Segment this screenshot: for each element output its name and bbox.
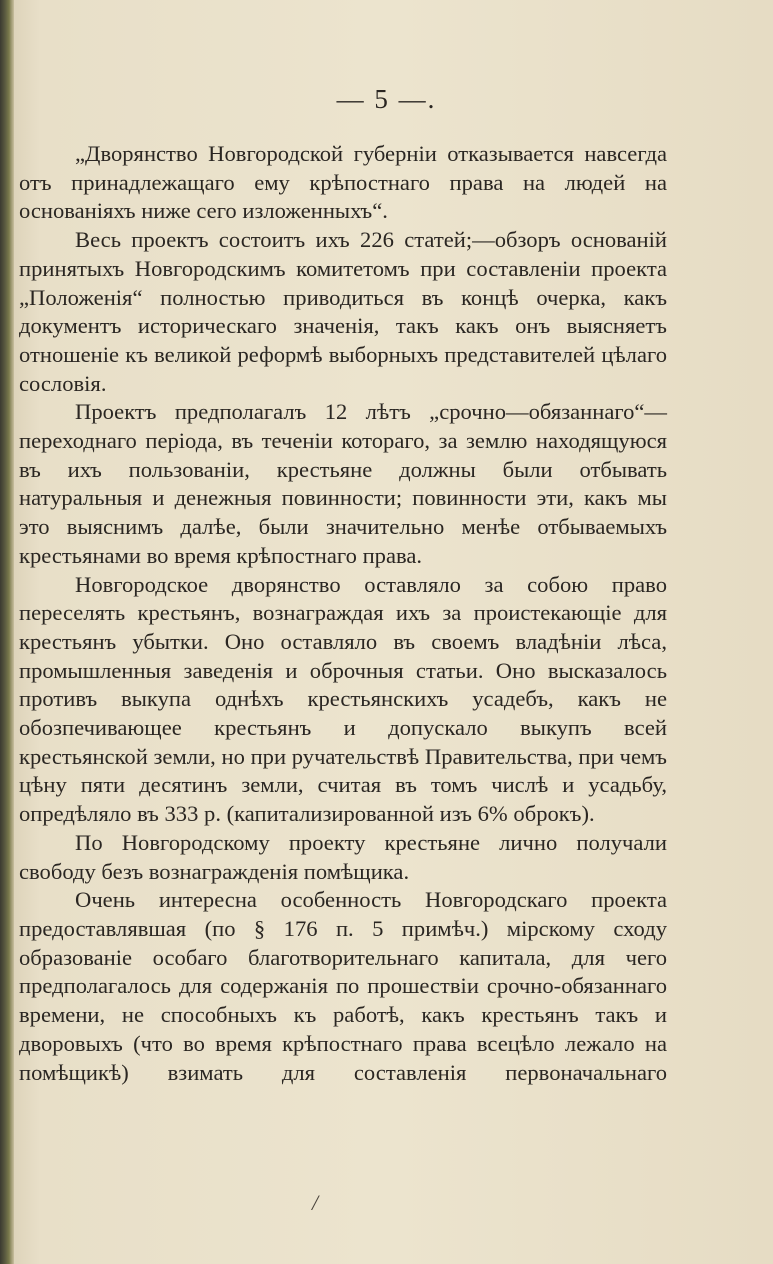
paragraph-1: „Дворянство Новгородской губерніи отказывается навсегда отъ принадлежащаго ему крѣпостнаго права на людей на основаніяхъ ниже сего изложенныхъ“. — [19, 141, 667, 224]
paragraph-6: Очень интересна особенность Новгородскаго проекта предоставлявшая (по § 176 п. 5 примѣч.) мірскому сходу образованіе особаго благотворительнаго капитала, для чего предполагалось для содержанія по прошествіи срочно-обязаннаго времени, не способныхъ къ работѣ, какъ крестьянъ такъ и дворовыхъ (что во время крѣпостнаго права всецѣло лежало на помѣщикѣ) взимать для составленія первоначальнаго — [19, 887, 667, 1085]
body-text — [19, 140, 667, 1087]
paragraph-5: По Новгородскому проекту крестьяне лично получали свободу безъ вознагражденія помѣщика. — [19, 829, 667, 884]
paragraph-2: Весь проектъ состоитъ ихъ 226 статей;—обзоръ основаній принятыхъ Новгородскимъ комитетомъ при составленіи проекта „Положенія“ полностью приводиться въ концѣ очерка, какъ документъ историческаго значенія, такъ какъ онъ выясняетъ отношеніе къ великой реформѣ выборныхъ представителей цѣлаго сословія. — [19, 227, 667, 396]
footer-mark: / — [312, 1190, 319, 1215]
page-number: — 5 —. — [336, 84, 437, 114]
paragraph-4: Новгородское дворянство оставляло за собою право переселять крестьянъ, вознаграждая ихъ за проистекающіе для крестьянъ убытки. Оно оставляло въ своемъ владѣніи лѣса, промышленныя заведенія и оброчныя статьи. Оно высказалось противъ выкупа однѣхъ крестьянскихъ усадебъ, какъ не обозпечивающее крестьянъ и допускало выкупъ всей крестьянской земли, но при ручательствѣ Правительства, при чемъ цѣну пяти десятинъ земли, считая въ томъ числѣ и усадьбу, опредѣляло въ 333 р. (капитализированной изъ 6% оброкъ). — [19, 571, 667, 827]
book-binding-edge — [0, 0, 14, 1264]
paragraph-3: Проектъ предполагалъ 12 лѣтъ „срочно—обязаннаго“—переходнаго періода, въ теченіи котораго, за землю находящуюся въ ихъ пользованіи, крестьяне должны были отбывать натуральныя и денежныя повинности; повинности эти, какъ мы это выяснимъ далѣе, были значительно менѣе отбываемыхъ крестьянами во время крѣпостнаго права. — [19, 399, 667, 568]
